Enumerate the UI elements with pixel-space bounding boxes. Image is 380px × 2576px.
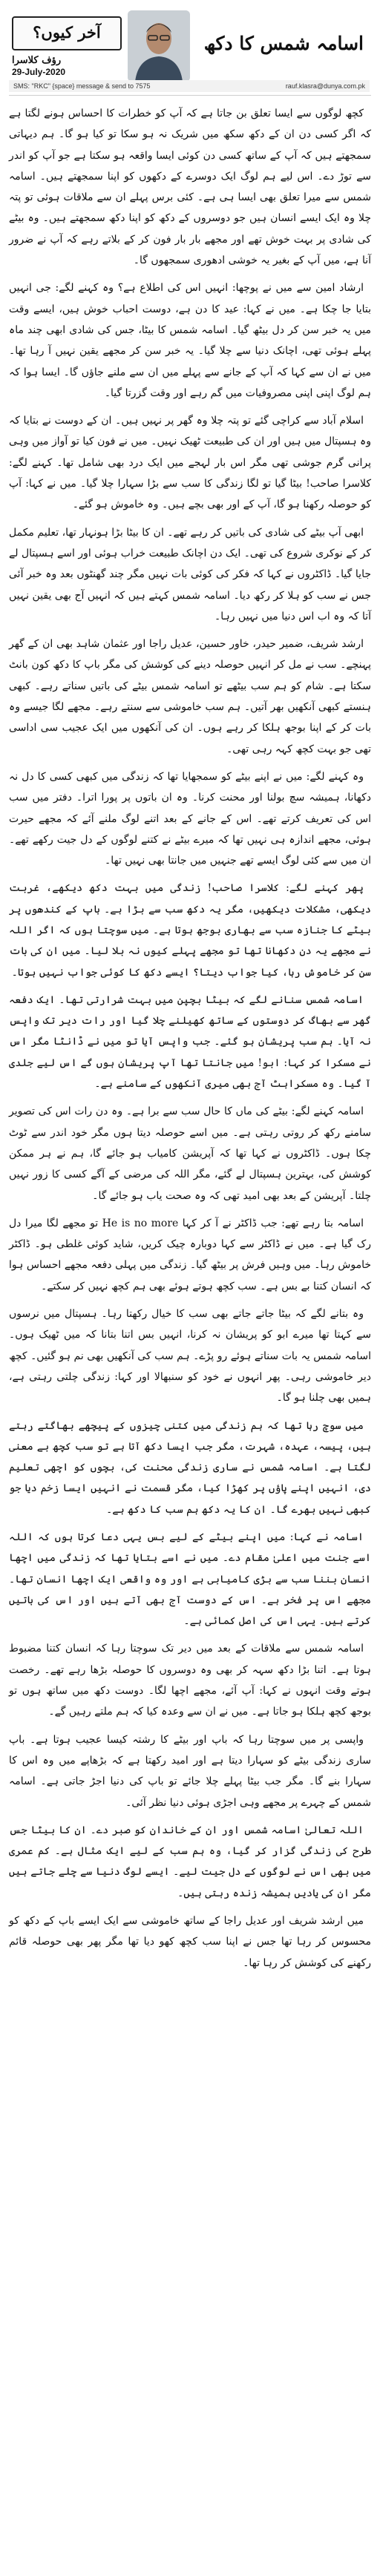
paragraph: اللہ تعالیٰ اسامہ شمس اور ان کے خاندان کو صبر دے۔ ان کا بیٹا جس طرح کی زندگی گزار کر گیا، وہ ہم سب کے لیے ایک مثال ہے۔ کم عمری میں بھی اس نے لوگوں کے دل جیت لیے۔ ایسے لوگ دنیا سے چلے جاتے ہیں مگر ان کی یادیں ہمیشہ زندہ رہتی ہیں۔	[9, 1824, 371, 1899]
column-body	[9, 103, 371, 1974]
column-brand	[12, 10, 212, 82]
paragraph: اسامہ بتا رہے تھے: جب ڈاکٹر نے آ کر کہا He is no more تو مجھے لگا میرا دل رک گیا ہے۔ میں نے ڈاکٹر سے کہا دوبارہ چیک کریں، شاید کوئی غلطی ہو۔ ڈاکٹر خاموش رہا۔ میں وہیں فرش پر بیٹھ گیا۔ زندگی میں پہلی دفعہ مجھے احساس ہوا کہ انسان کتنا بے بس ہے۔ سب کچھ ہوتے ہوئے بھی ہم کچھ نہیں کر سکتے۔	[9, 1217, 371, 1292]
paragraph: واپسی پر میں سوچتا رہا کہ باپ اور بیٹے کا رشتہ کیسا عجیب ہوتا ہے۔ باپ ساری زندگی بیٹے کو سہارا دیتا ہے اور امید رکھتا ہے کہ بڑھاپے میں وہ اس کا سہارا بنے گا۔ مگر جب بیٹا پہلے چلا جائے تو باپ کی دنیا اجڑ جاتی ہے۔ اسامہ شمس کے چہرے پر مجھے وہی اجڑی ہوئی دنیا نظر آئی۔	[9, 1733, 371, 1809]
sms-instructions: SMS: "RKC" {space} message & send to 7575	[13, 82, 151, 90]
column-header	[9, 0, 371, 96]
column-logo: آخر کیوں؟	[12, 16, 122, 50]
paragraph: اسامہ کہنے لگے: بیٹے کی ماں کا حال سب سے برا ہے۔ وہ دن رات اس کی تصویر سامنے رکھ کر روتی رہتی ہے۔ میں اسے حوصلہ دیتا ہوں مگر خود اندر سے ٹوٹ چکا ہوں۔ ڈاکٹروں نے کہا تھا کہ آپریشن کامیاب ہو جائے گا، ہم نے ہر ممکن کوشش کی، بہترین ہسپتال لے گئے، مگر اللہ کی مرضی کے آگے کسی کا زور نہیں چلتا۔ آپریشن کے بعد بھی امید تھی کہ وہ صحت یاب ہو جائے گا۔	[9, 1105, 371, 1202]
paragraph: وہ بتانے لگے کہ بیٹا جاتے جاتے بھی سب کا خیال رکھتا رہا۔ ہسپتال میں نرسوں سے کہتا تھا میرے ابو کو پریشان نہ کرنا، انہیں بس اتنا بتانا کہ میں ٹھیک ہوں۔ اسامہ شمس یہ بات سناتے ہوئے رو پڑے۔ ہم سب کی آنکھیں بھی نم ہو گئیں۔ کچھ دیر خاموشی رہی۔ پھر انہوں نے خود کو سنبھالا اور کہا: زندگی چلتی رہتی ہے، ہمیں بھی چلنا ہو گا۔	[9, 1308, 371, 1404]
paragraph: اسامہ نے کہا: میں اپنے بیٹے کے لیے بس یہی دعا کرتا ہوں کہ اللہ اسے جنت میں اعلیٰ مقام دے۔ میں نے اسے بتایا تھا کہ زندگی میں اچھا انسان بننا سب سے بڑی کامیابی ہے اور وہ واقعی ایک اچھا انسان تھا۔ مجھے اس پر فخر ہے۔ اس کے دوست آج بھی آتے ہیں اور اس کی باتیں کرتے ہیں۔ یہی اس کی اصل کمائی ہے۔	[9, 1531, 371, 1628]
publish-date: 29-July-2020	[12, 67, 66, 77]
paragraph: پھر کہنے لگے: کلاسرا صاحب! زندگی میں بہت دکھ دیکھے، غربت دیکھی، مشکلات دیکھیں، مگر یہ دکھ سب سے بڑا ہے۔ باپ کے کندھوں پر بیٹے کا جنازہ سب سے بھاری بوجھ ہوتا ہے۔ میں سوچتا ہوں کہ اگر اللہ نے مجھے یہ دن دکھانا تھا تو مجھے پہلے کیوں نہ بلا لیا۔ میں ان کی بات سن کر خاموش رہا، کیا جواب دیتا؟ ایسے دکھ کا کوئی جواب نہیں ہوتا۔	[9, 882, 371, 979]
author-avatar-icon	[128, 10, 190, 82]
paragraph: اسلام آباد سے کراچی گئے تو پتہ چلا وہ گھر پر نہیں ہیں۔ ان کے دوست نے بتایا کہ وہ ہسپتال میں ہیں اور ان کی طبیعت ٹھیک نہیں۔ میں نے فون کیا تو آواز میں وہی پرانی گرم جوشی تھی مگر اس بار لہجے میں ایک درد بھی شامل تھا۔ کہنے لگے: کلاسرا صاحب! بیٹا گیا تو لگا زندگی کا سب سے بڑا سہارا چلا گیا۔ میں نے کہا: آپ کو حوصلہ رکھنا ہو گا، آپ کے اور بھی بچے ہیں۔ وہ خاموش ہو گئے۔	[9, 415, 371, 511]
paragraph: ابھی آپ بیٹے کی شادی کی باتیں کر رہے تھے۔ ان کا بیٹا بڑا ہونہار تھا، تعلیم مکمل کر کے نوکری شروع کی تھی۔ ایک دن اچانک طبیعت خراب ہوئی اور اسے ہسپتال لے جایا گیا۔ ڈاکٹروں نے کہا کہ فکر کی کوئی بات نہیں مگر چند گھنٹوں بعد وہ خبر آئی جس نے سب کو ہلا کر رکھ دیا۔ اسامہ شمس کہتے ہیں کہ انہیں آج بھی یقین نہیں آتا کہ وہ اب اس دنیا میں نہیں رہا۔	[9, 526, 371, 622]
contact-bar	[9, 80, 370, 92]
paragraph: ارشاد امین سے میں نے پوچھا: انہیں اس کی اطلاع ہے؟ وہ کہنے لگے: جی انہیں بتایا جا چکا ہے۔ میں نے کہا: عید کا دن ہے، دوست احباب خوش ہیں، ایسے وقت میں یہ خبر سن کر دل بیٹھ گیا۔ اسامہ شمس کا بیٹا، جس کی شادی ابھی چند ماہ پہلے ہوئی تھی، اچانک دنیا سے چلا گیا۔ یہ خبر سن کر مجھے یقین نہیں آ رہا تھا۔ میں نے ان سے کہا کہ آپ کے جانے سے پہلے میں ان سے ملنے جاؤں گا۔ ایسا ہوا کہ ہم لوگ اپنی اپنی مصروفیات میں گم رہے اور وقت گزرتا گیا۔	[9, 282, 371, 399]
author-photo	[128, 10, 190, 82]
paragraph: میں ارشد شریف اور عدیل راجا کے ساتھ خاموشی سے ایک ایسے باپ کے دکھ کو محسوس کر رہا تھا جس نے اپنا سب کچھ کھو دیا تھا مگر پھر بھی حوصلہ قائم رکھنے کی کوشش کر رہا تھا۔	[9, 1915, 371, 1969]
paragraph: میں سوچ رہا تھا کہ ہم زندگی میں کتنی چیزوں کے پیچھے بھاگتے رہتے ہیں، پیسہ، عہدہ، شہرت، مگر جب ایسا دکھ آتا ہے تو سب کچھ بے معنی لگتا ہے۔ اسامہ شمس نے ساری زندگی محنت کی، بچوں کو اچھی تعلیم دی، انہیں اپنے پاؤں پر کھڑا کیا، مگر قسمت نے انہیں ایسا زخم دیا جو کبھی نہیں بھرے گا۔ ان کا یہ دکھ ہم سب کا دکھ ہے۔	[9, 1419, 371, 1516]
author-name: رؤف کلاسرا	[12, 55, 62, 66]
paragraph: اسامہ شمس سے ملاقات کے بعد میں دیر تک سوچتا رہا کہ انسان کتنا مضبوط ہوتا ہے۔ اتنا بڑا دکھ سہہ کر بھی وہ دوسروں کا حوصلہ بڑھا رہے تھے۔ رخصت ہوتے وقت انہوں نے کہا: آپ آئے، مجھے اچھا لگا۔ دوست دکھ میں ساتھ ہوں تو بوجھ کچھ ہلکا ہو جاتا ہے۔ میں نے ان سے وعدہ کیا کہ ہم ملتے رہیں گے۔	[9, 1643, 371, 1718]
paragraph: کچھ لوگوں سے ایسا تعلق بن جاتا ہے کہ آپ کو خطرات کا احساس ہونے لگتا ہے کہ اگر کسی دن ان کے دکھ سکھ میں شریک نہ ہو سکا تو کیا ہو گا۔ ہم دیہاتی سمجھتے ہیں کہ آپ کے ساتھ کسی دن کوئی ایسا واقعہ ہو سکتا ہے جو آپ کو اندر سے توڑ دے۔ اس لیے ہم لوگ ایک دوسرے کے دکھوں کو اپنا سمجھتے ہیں۔ اسامہ شمس سے میرا تعلق بھی ایسا ہی ہے۔ کئی برس پہلے ان سے ملاقات ہوئی تو پتہ چلا وہ ایک ایسے انسان ہیں جو دوسروں کے دکھ کو اپنا دکھ سمجھتے ہیں۔ وہ بیٹے کی شادی پر بہت خوش تھے اور مجھے بار بار فون کر کے بلاتے رہے کہ آپ نے ضرور آنا ہے، میں آپ کے بغیر یہ خوشی ادھوری سمجھوں گا۔	[9, 108, 371, 267]
author-email[interactable]: rauf.klasra@dunya.com.pk	[285, 82, 365, 90]
paragraph: وہ کہنے لگے: میں نے اپنے بیٹے کو سمجھایا تھا کہ زندگی میں کبھی کسی کا دل نہ دکھانا، ہمیشہ سچ بولنا اور محنت کرنا۔ وہ ان باتوں پر پورا اترا۔ دفتر میں سب اس کی تعریف کرتے تھے۔ اس کے جانے کے بعد اتنے لوگ ملنے آئے کہ مجھے حیرت ہوئی، مجھے اندازہ ہی نہیں تھا کہ میرے بیٹے نے کتنے لوگوں کے دل جیت رکھے تھے۔ ان میں سے کئی لوگ ایسے تھے جنہیں میں جانتا بھی نہیں تھا۔	[9, 770, 371, 867]
column-title: اسامہ شمس کا دکھ	[203, 33, 364, 54]
paragraph: اسامہ شمس سنانے لگے کہ بیٹا بچپن میں بہت شرارتی تھا۔ ایک دفعہ گھر سے بھاگ کر دوستوں کے ساتھ کھیلنے چلا گیا اور رات دیر تک واپس نہ آیا۔ ہم سب پریشان ہو گئے۔ جب واپس آیا تو میں نے ڈانٹا مگر اس نے مسکرا کر کہا: ابو! میں جانتا تھا آپ پریشان ہوں گے اس لیے جلدی آ گیا۔ وہ مسکراہٹ آج بھی میری آنکھوں کے سامنے ہے۔	[9, 993, 371, 1091]
paragraph: ارشد شریف، ضمیر حیدر، خاور حسین، عدیل راجا اور عثمان شاہد بھی ان کے گھر پہنچے۔ سب نے مل کر انہیں حوصلہ دینے کی کوشش کی مگر باپ کا دکھ کون بانٹ سکتا ہے۔ شام کو ہم سب بیٹھے تو اسامہ شمس بیٹے کی باتیں سناتے رہے۔ کبھی ہنستے کبھی آنکھیں بھر آتیں۔ ہم سب خاموشی سے سنتے رہے۔ مجھے لگا جیسے وہ بات کر کے اپنا بوجھ ہلکا کر رہے ہوں۔ ان کی آنکھوں میں ایک عجیب سی اداسی تھی جو بہت کچھ کہہ رہی تھی۔	[9, 638, 371, 755]
